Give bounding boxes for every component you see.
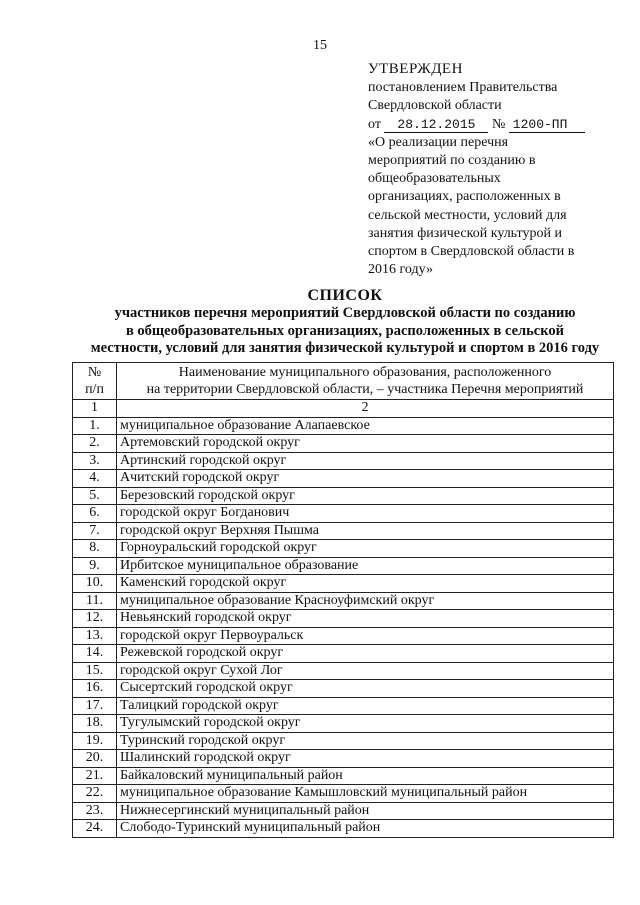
row-number: 22.	[73, 785, 117, 803]
row-municipality-name: Байкаловский муниципальный район	[117, 767, 614, 785]
row-municipality-name: Режевской городской округ	[117, 645, 614, 663]
row-municipality-name: Ачитский городской округ	[117, 470, 614, 488]
table-row	[73, 417, 614, 435]
row-number: 12.	[73, 610, 117, 628]
row-municipality-name: Артемовский городской округ	[117, 435, 614, 453]
row-number: 1.	[73, 417, 117, 435]
table-row	[73, 470, 614, 488]
approval-line-2: Свердловской области	[368, 98, 502, 114]
table-row	[73, 627, 614, 645]
approval-line-1: постановлением Правительства	[368, 80, 558, 96]
approval-heading: УТВЕРЖДЕН	[368, 61, 463, 77]
table-row	[73, 820, 614, 838]
row-municipality-name: муниципальное образование Камышловский муниципальный район	[117, 785, 614, 803]
title-line-2: в общеобразовательных организациях, расположенных в сельской	[125, 322, 565, 339]
row-number: 14.	[73, 645, 117, 663]
approval-subject	[368, 134, 608, 280]
approval-date-line	[368, 116, 608, 134]
row-number: 20.	[73, 750, 117, 768]
approval-subject-line: организациях, расположенных в	[368, 189, 561, 205]
approval-subject-line: спортом в Свердловской области в	[368, 244, 575, 260]
row-number: 11.	[73, 592, 117, 610]
table-row	[73, 680, 614, 698]
header-number-line-2: п/п	[85, 382, 104, 397]
table-row	[73, 505, 614, 523]
table-row	[73, 540, 614, 558]
row-municipality-name: Нижнесергинский муниципальный район	[117, 802, 614, 820]
row-municipality-name: городской округ Первоуральск	[117, 627, 614, 645]
participants-table	[72, 362, 614, 838]
row-municipality-name: городской округ Верхняя Пышма	[117, 522, 614, 540]
row-number: 16.	[73, 680, 117, 698]
table-row	[73, 750, 614, 768]
header-name	[117, 363, 614, 400]
row-municipality-name: Шалинский городской округ	[117, 750, 614, 768]
row-municipality-name: муниципальное образование Красноуфимский округ	[117, 592, 614, 610]
row-municipality-name: Сысертский городской округ	[117, 680, 614, 698]
number-prefix: №	[491, 116, 506, 132]
row-number: 15.	[73, 662, 117, 680]
table-row	[73, 802, 614, 820]
row-municipality-name: Талицкий городской округ	[117, 697, 614, 715]
table-row	[73, 575, 614, 593]
header-number-line-1: №	[87, 365, 102, 380]
approval-subject-line: общеобразовательных	[368, 171, 501, 187]
table-row	[73, 610, 614, 628]
row-municipality-name: Слободо-Туринский муниципальный район	[117, 820, 614, 838]
header-name-line-2: на территории Свердловской области, – участника Перечня мероприятий	[146, 382, 584, 397]
table-row	[73, 452, 614, 470]
page-number: 15	[313, 38, 327, 53]
table-row	[73, 645, 614, 663]
approval-number: 1200-ПП	[509, 118, 585, 133]
index-cell-2: 2	[117, 400, 614, 418]
approval-subject-line: «О реализации перечня	[368, 134, 509, 150]
table-row	[73, 662, 614, 680]
row-municipality-name: Туринский городской округ	[117, 732, 614, 750]
row-municipality-name: Невьянский городской округ	[117, 610, 614, 628]
row-number: 7.	[73, 522, 117, 540]
row-number: 6.	[73, 505, 117, 523]
table-row	[73, 715, 614, 733]
document-title	[0, 287, 640, 358]
title-line-1: участников перечня мероприятий Свердловской области по созданию	[114, 305, 576, 321]
approval-date: 28.12.2015	[384, 118, 488, 133]
row-municipality-name: Тугулымский городской округ	[117, 715, 614, 733]
table-row	[73, 767, 614, 785]
row-number: 19.	[73, 732, 117, 750]
table-row	[73, 487, 614, 505]
table-row	[73, 435, 614, 453]
table-row	[73, 697, 614, 715]
row-number: 18.	[73, 715, 117, 733]
header-number	[73, 363, 117, 400]
table-row	[73, 732, 614, 750]
row-number: 5.	[73, 487, 117, 505]
approval-block	[368, 60, 608, 279]
table-header-row	[73, 363, 614, 400]
approval-subject-line: сельской местности, условий для	[368, 207, 567, 223]
row-municipality-name: Горноуральский городской округ	[117, 540, 614, 558]
row-number: 10.	[73, 575, 117, 593]
row-number: 17.	[73, 697, 117, 715]
table-row	[73, 785, 614, 803]
table-row	[73, 522, 614, 540]
row-number: 8.	[73, 540, 117, 558]
row-number: 9.	[73, 557, 117, 575]
row-municipality-name: Артинский городской округ	[117, 452, 614, 470]
row-municipality-name: городской округ Сухой Лог	[117, 662, 614, 680]
row-number: 24.	[73, 820, 117, 838]
row-municipality-name: Березовский городской округ	[117, 487, 614, 505]
row-number: 2.	[73, 435, 117, 453]
title-line-3: местности, условий для занятия физической культурой и спортом в 2016 году	[90, 340, 600, 356]
header-name-line-1: Наименование муниципального образования, расположенного	[178, 365, 552, 380]
approval-subject-line: мероприятий по созданию в	[368, 153, 536, 169]
row-number: 13.	[73, 627, 117, 645]
row-municipality-name: муниципальное образование Алапаевское	[117, 417, 614, 435]
row-number: 21.	[73, 767, 117, 785]
row-number: 23.	[73, 802, 117, 820]
table-row	[73, 592, 614, 610]
row-municipality-name: Каменский городской округ	[117, 575, 614, 593]
title-main: СПИСОК	[307, 287, 383, 304]
row-number: 3.	[73, 452, 117, 470]
table-index-row	[73, 400, 614, 418]
row-number: 4.	[73, 470, 117, 488]
approval-subject-line: 2016 году»	[368, 262, 433, 278]
table-row	[73, 557, 614, 575]
date-prefix: от	[368, 116, 381, 132]
index-cell-1: 1	[73, 400, 117, 418]
row-municipality-name: городской округ Богданович	[117, 505, 614, 523]
row-municipality-name: Ирбитское муниципальное образование	[117, 557, 614, 575]
table-body	[73, 400, 614, 838]
approval-subject-line: занятия физической культурой и	[368, 225, 562, 241]
